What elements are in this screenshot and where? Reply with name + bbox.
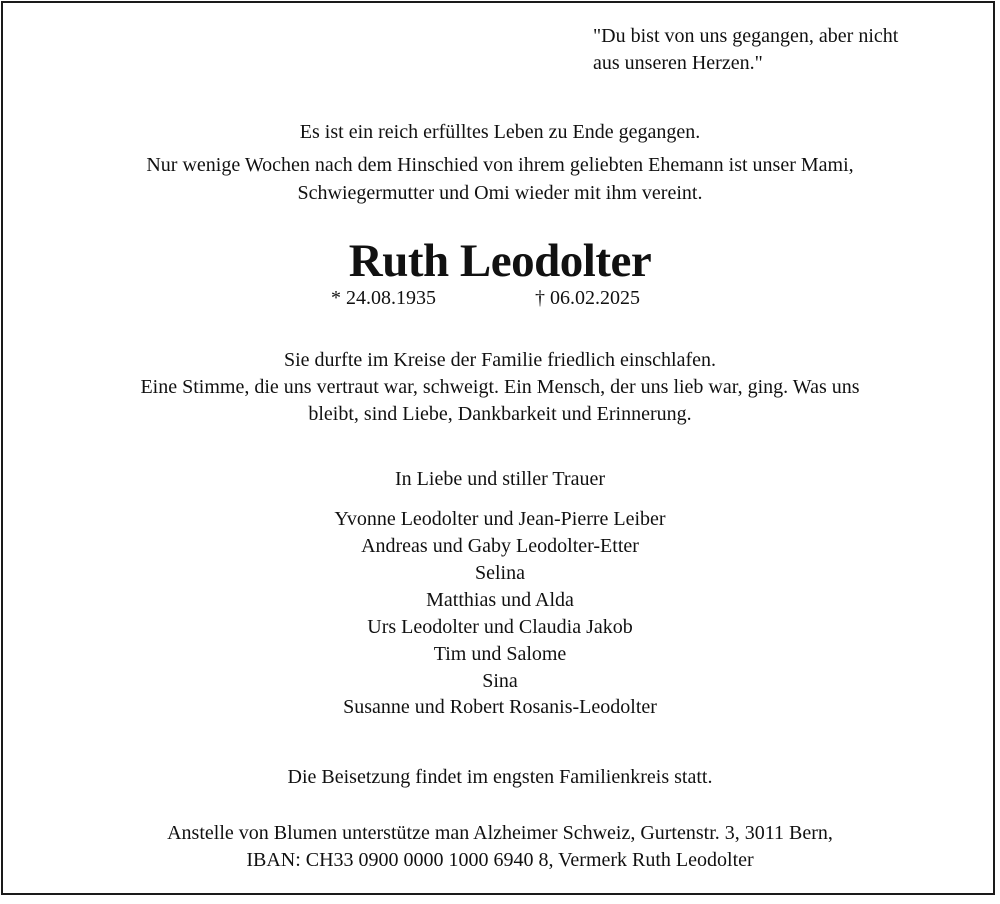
quote-line: aus unseren Herzen."	[593, 52, 763, 74]
passage-line: Sie durfte im Kreise der Familie friedlich einschlafen.	[283, 349, 717, 371]
deceased-name: Ruth Leodolter	[348, 235, 652, 287]
mourning-heading: In Liebe und stiller Trauer	[395, 468, 605, 490]
intro-line: Es ist ein reich erfülltes Leben zu Ende gegangen.	[299, 121, 701, 143]
intro-line: Schwiegermutter und Omi wieder mit ihm vereint.	[297, 182, 703, 204]
epigraph-quote	[593, 23, 898, 77]
passage-line: Eine Stimme, die uns vertraut war, schweigt. Ein Mensch, der uns lieb war, ging. Was uns	[140, 376, 860, 398]
burial-notice: Die Beisetzung findet im engsten Familienkreis statt.	[287, 766, 713, 788]
mourner-name: Susanne und Robert Rosanis-Leodolter	[343, 696, 657, 718]
mourner-name: Selina	[475, 562, 525, 584]
death-date: † 06.02.2025	[535, 287, 640, 309]
donation-line: Anstelle von Blumen unterstütze man Alzheimer Schweiz, Gurtenstr. 3, 3011 Bern,	[167, 822, 833, 844]
passage-line: bleibt, sind Liebe, Dankbarkeit und Erinnerung.	[308, 403, 692, 425]
donation-line: IBAN: CH33 0900 0000 1000 6940 8, Vermerk Ruth Leodolter	[246, 849, 754, 871]
birth-date: * 24.08.1935	[331, 287, 436, 309]
quote-line: "Du bist von uns gegangen, aber nicht	[593, 25, 899, 47]
mourner-name: Yvonne Leodolter und Jean-Pierre Leiber	[334, 508, 666, 530]
mourner-name: Matthias und Alda	[426, 589, 574, 611]
mourner-name: Tim und Salome	[433, 643, 567, 665]
mourner-name: Andreas und Gaby Leodolter-Etter	[361, 535, 639, 557]
mourner-name: Urs Leodolter und Claudia Jakob	[367, 616, 633, 638]
mourner-name: Sina	[482, 670, 518, 692]
intro-line: Nur wenige Wochen nach dem Hinschied von ihrem geliebten Ehemann ist unser Mami,	[146, 154, 854, 176]
